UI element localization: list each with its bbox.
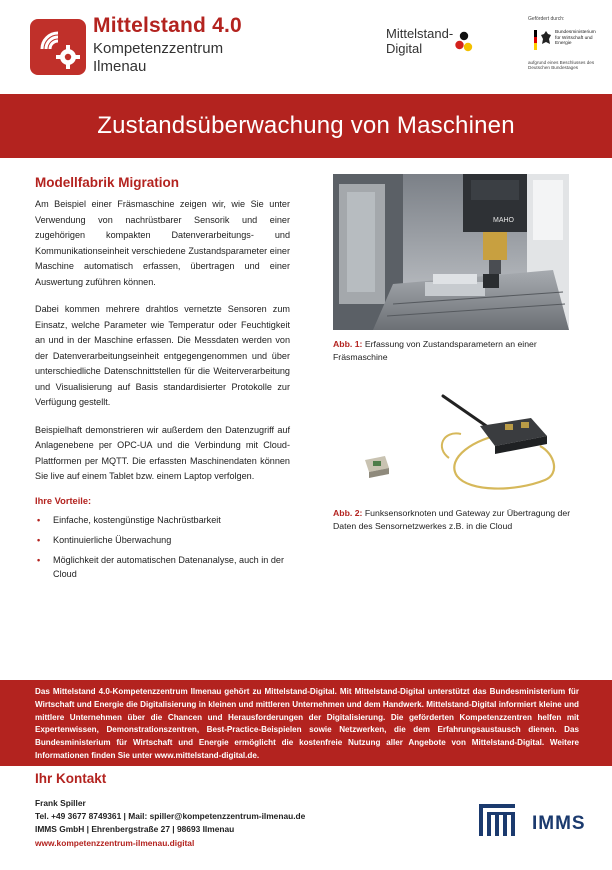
- section-title: Modellfabrik Migration: [35, 175, 180, 190]
- imms-logo: [475, 800, 595, 840]
- figure-2-label: Abb. 2:: [333, 508, 363, 518]
- bmwi-resolution-note: aufgrund eines Beschlusses des Deutschen Bundestages: [528, 60, 595, 71]
- figure-1-label: Abb. 1:: [333, 339, 363, 349]
- benefit-item: [35, 553, 290, 581]
- contact-title: Ihr Kontakt: [35, 771, 107, 786]
- page-title: Zustandsüberwachung von Maschinen: [97, 112, 515, 139]
- contact-phone-mail: Tel. +49 3677 8749361 | Mail: spiller@kompetenzzentrum-ilmenau.de: [35, 811, 306, 822]
- imms-logo-text: IMMS: [532, 813, 586, 834]
- figure-1-caption: [333, 338, 583, 363]
- machine-brand: MAHO: [493, 217, 514, 224]
- figure-2-caption: [333, 507, 583, 532]
- mittelstand-digital-logo: [386, 26, 453, 56]
- figure-1-text: Erfassung von Zustandsparametern an einer Fräsmaschine: [333, 339, 537, 362]
- title-band: [0, 94, 612, 158]
- german-flag-icon: [534, 30, 537, 50]
- logo-subtitle: Kompetenzzentrum: [93, 40, 224, 57]
- bullet-icon: •: [37, 554, 41, 565]
- sensor-gateway-photo: [355, 388, 565, 498]
- logo-location: Ilmenau: [93, 58, 147, 75]
- milling-machine-photo: [333, 174, 569, 330]
- benefit-text: Möglichkeit der automatischen Datenanalyse, auch in der Cloud: [53, 554, 285, 579]
- benefit-text: Einfache, kostengünstige Nachrüstbarkeit: [53, 514, 221, 525]
- intro-paragraph: Am Beispiel einer Fräsmaschine zeigen wir, wie Sie unter Verwendung von nachrüstbarer Sensorik und einer zugehörigen kompakten Datenverarbeitungs- und Kommunikationseinheit verschiedene Zustandsparameter einer Maschine automatisch erfassen, übertragen und einer Auswertung zuführen können.: [35, 199, 290, 287]
- imms-logo-icon: [475, 800, 521, 840]
- benefits-list: [35, 513, 290, 581]
- page-header: [0, 0, 612, 94]
- kompetenzzentrum-logo-icon: [30, 19, 86, 75]
- md-logo-line2: Digital: [386, 41, 423, 56]
- contact-section: [35, 771, 415, 850]
- contact-website-link[interactable]: www.kompetenzzentrum-ilmenau.digital: [35, 837, 195, 848]
- benefit-text: Kontinuierliche Überwachung: [53, 534, 172, 545]
- figure-2-text: Funksensorknoten und Gateway zur Übertragung der Daten des Sensornetzwerkes z.B. in die Cloud: [333, 508, 571, 531]
- eagle-icon: [540, 30, 552, 46]
- protocol-paragraph: Beispielhaft demonstrieren wir außerdem den Datenzugriff auf Anlagenebene per OPC-UA und die Verbindung mit Cloud-Plattformen per MQTT. Die erfassten Maschinendaten können Sie live auf einem Tablet bzw. einem Laptop verfolgen.: [35, 424, 290, 481]
- bmwi-sponsor-label: Gefördert durch:: [528, 16, 565, 22]
- contact-name: Frank Spiller: [35, 798, 86, 808]
- bmwi-logo: [528, 16, 598, 71]
- main-text-column: [35, 175, 290, 587]
- benefits-title: Ihre Vorteile:: [35, 495, 92, 506]
- logo-title: Mittelstand 4.0: [93, 14, 242, 37]
- bmwi-name: Bundesministerium für Wirtschaft und Energie: [555, 30, 596, 47]
- mittelstand-digital-info-band: [0, 680, 612, 766]
- contact-address: IMMS GmbH | Ehrenbergstraße 27 | 98693 Ilmenau: [35, 824, 235, 835]
- info-text: Das Mittelstand 4.0-Kompetenzzentrum Ilmenau gehört zu Mittelstand-Digital. Mit Mittelstand-Digital unterstützt das Bundesministerium für Wirtschaft und Energie die Digitalisierung in kleinen und mittleren Unternehmen und dem Handwerk. Mittelstand-Digital informiert kleine und mittlere Unternehmen über die Chancen und Herausforderungen der Digitalisierung. Die geförderten Kompetenzzentren helfen mit Expertenwissen, Demonstrationszentren, Best-Practice-Beispielen sowie Netzwerken, die dem Erfahrungsaustausch dienen. Das Bundesministerium für Wirtschaft und Energie ermöglicht die kostenfreie Nutzung aller Angebote von Mittelstand-Digital. Weitere Informationen finden Sie unter www.mittelstand-digital.de.: [35, 687, 579, 760]
- benefit-item: [35, 533, 290, 547]
- bullet-icon: •: [37, 534, 41, 545]
- benefit-item: [35, 513, 290, 527]
- bullet-icon: •: [37, 514, 41, 525]
- md-logo-line1: Mittelstand-: [386, 26, 454, 41]
- md-dots-icon: [455, 31, 473, 53]
- sensor-paragraph: Dabei kommen mehrere drahtlos vernetzte Sensoren zum Einsatz, welche Parameter wie Temperatur oder Feuchtigkeit an und in der Maschine erfassen. Die Messdaten werden von der Datenverarbeitungseinheit entgegengenommen und über unterschiedliche Datenschnittstellen für die Weiterverarbeitung und Visualisierung auf Basis standardisierter Protokolle zur Verfügung gestellt.: [35, 304, 290, 407]
